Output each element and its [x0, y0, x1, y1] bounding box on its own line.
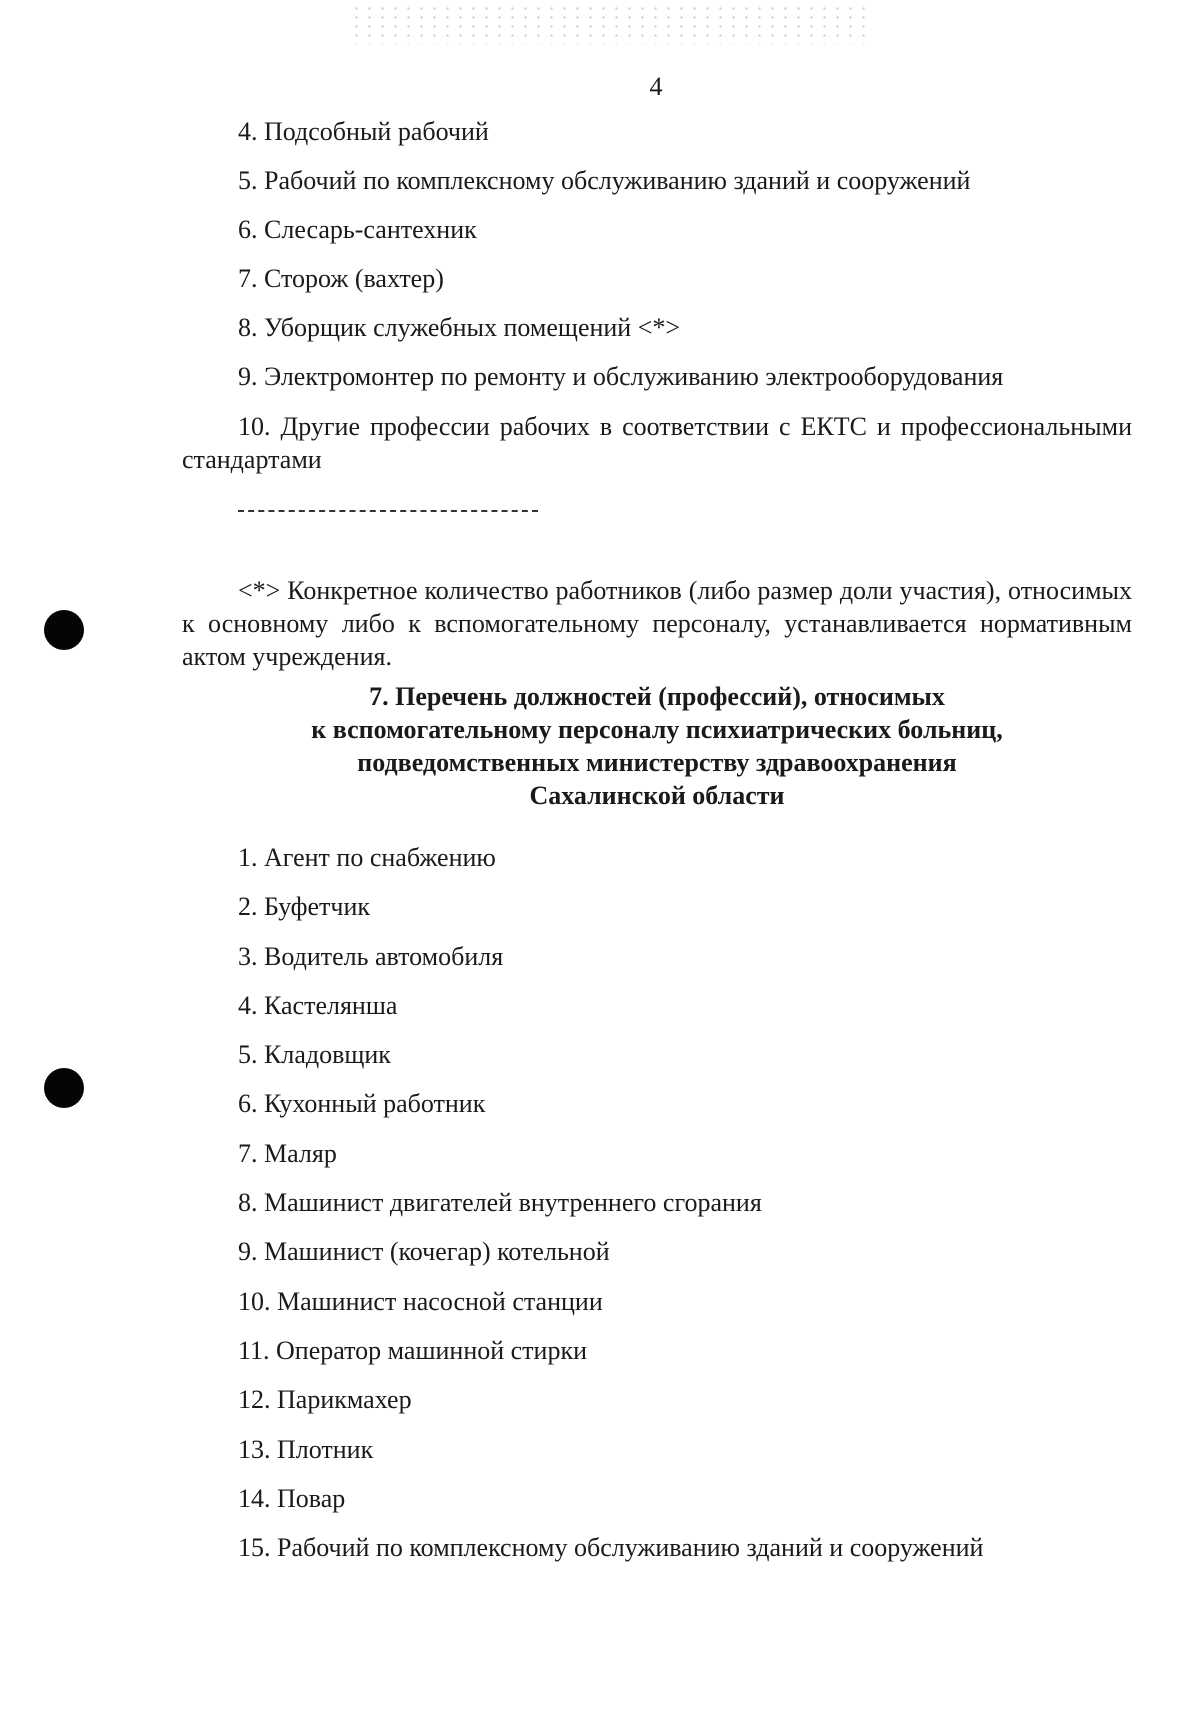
- staff-list-continued: [182, 116, 1132, 476]
- list-item: 6. Слесарь-сантехник: [238, 215, 477, 244]
- list-item: 14. Повар: [238, 1483, 346, 1513]
- heading-line: Сахалинской области: [529, 781, 785, 810]
- list-item: 10. Другие профессии рабочих в соответствии с ЕКТС и профессиональными стандартами: [182, 412, 1132, 474]
- list-item: 4. Кастелянша: [238, 990, 398, 1020]
- scan-speckle: [350, 4, 870, 44]
- list-item: 7. Маляр: [238, 1138, 337, 1168]
- list-item: 11. Оператор машинной стирки: [238, 1335, 588, 1365]
- auxiliary-staff-list: [182, 842, 1132, 1581]
- page-number: 4: [649, 72, 663, 101]
- list-item: 8. Уборщик служебных помещений <*>: [238, 313, 681, 342]
- list-item: 6. Кухонный работник: [238, 1089, 486, 1119]
- heading-line: подведомственных министерству здравоохранения: [357, 748, 957, 777]
- list-item: 4. Подсобный рабочий: [238, 117, 489, 146]
- punch-hole-upper: [44, 610, 84, 650]
- list-item: 8. Машинист двигателей внутреннего сгорания: [238, 1188, 762, 1218]
- list-item: 5. Рабочий по комплексному обслуживанию зданий и сооружений: [238, 166, 971, 195]
- footnote: <*> Конкретное количество работников (либо размер доли участия), относимых к основному либо к вспомогательному персоналу, устанавливается нормативным актом учреждения.: [182, 576, 1132, 671]
- list-item: 5. Кладовщик: [238, 1040, 391, 1070]
- heading-line: к вспомогательному персоналу психиатрических больниц,: [311, 715, 1003, 744]
- footnote-separator: [238, 510, 538, 512]
- punch-hole-lower: [44, 1068, 84, 1108]
- list-item: 3. Водитель автомобиля: [238, 941, 504, 971]
- list-item: 7. Сторож (вахтер): [238, 264, 444, 293]
- list-item: 10. Машинист насосной станции: [238, 1286, 603, 1316]
- list-item: 12. Парикмахер: [238, 1385, 412, 1415]
- list-item: 15. Рабочий по комплексному обслуживанию зданий и сооружений: [238, 1533, 984, 1563]
- section-heading: [182, 680, 1132, 812]
- heading-line: 7. Перечень должностей (профессий), относимых: [369, 682, 945, 711]
- list-item: 9. Машинист (кочегар) котельной: [238, 1237, 610, 1267]
- list-item: 2. Буфетчик: [238, 892, 371, 922]
- list-item: 13. Плотник: [238, 1434, 374, 1464]
- list-item: 9. Электромонтер по ремонту и обслуживанию электрооборудования: [238, 362, 1004, 391]
- list-item: 1. Агент по снабжению: [238, 843, 496, 872]
